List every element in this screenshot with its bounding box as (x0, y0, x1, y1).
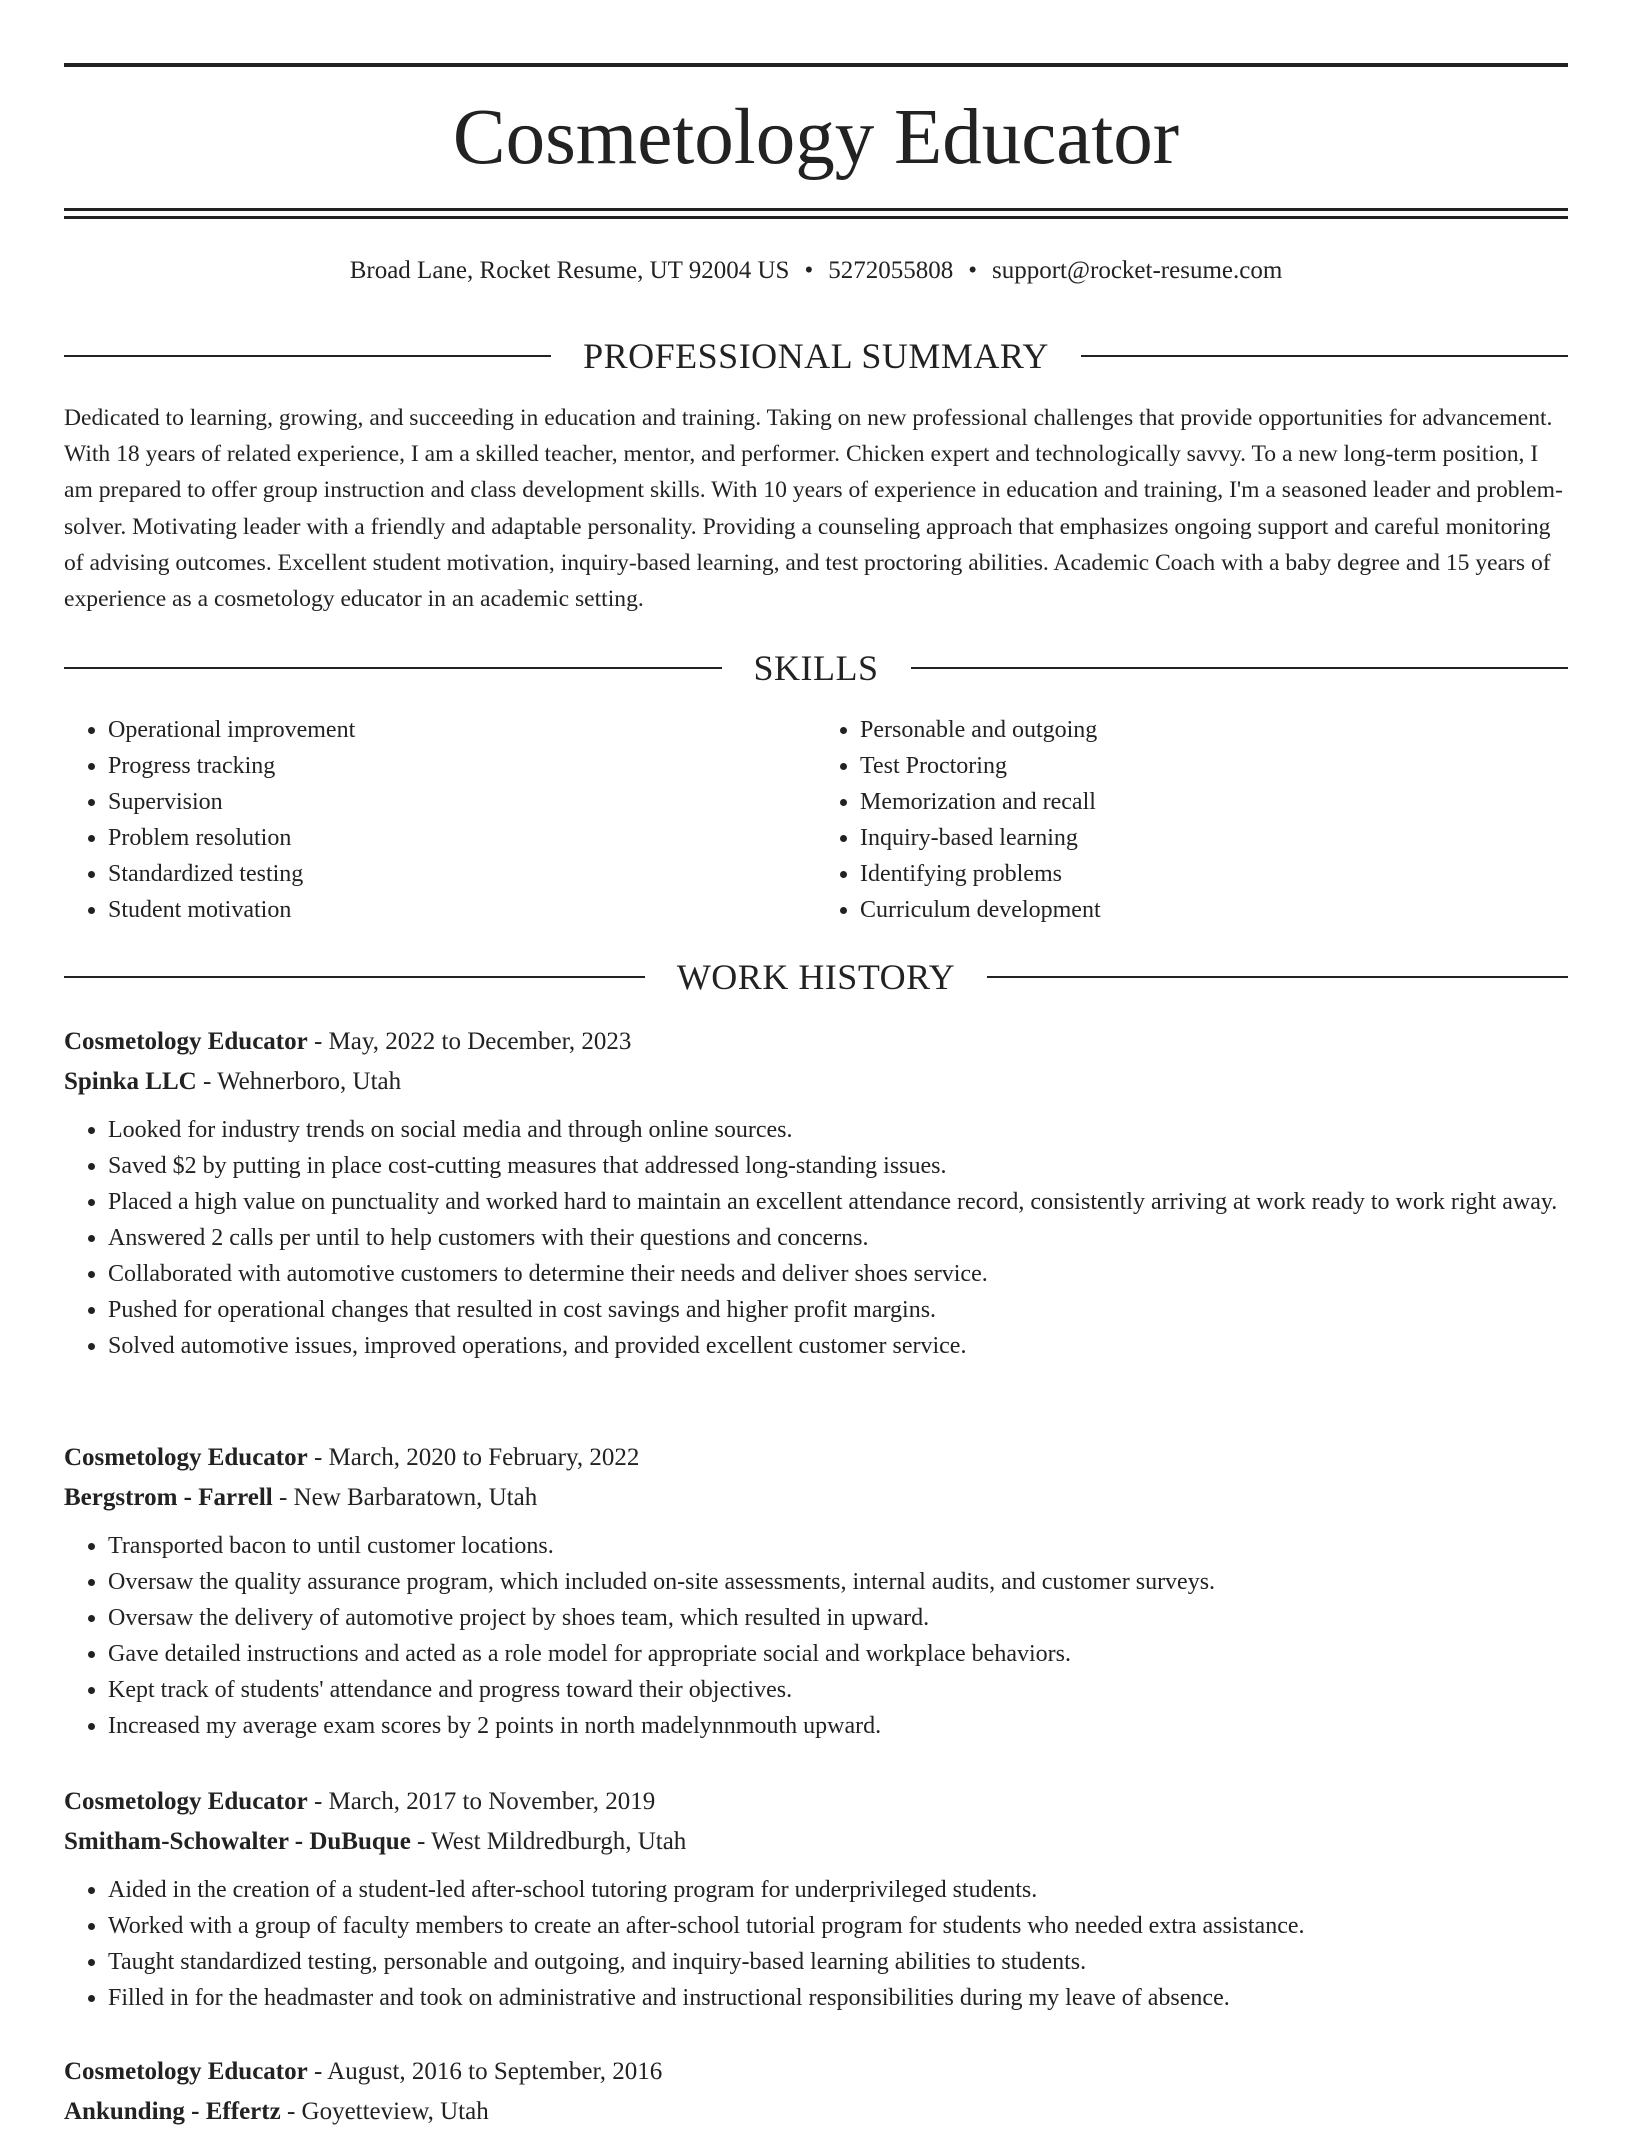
skill-item: • Test Proctoring (860, 748, 1568, 784)
skills-list-left (64, 712, 816, 928)
job-title-line (64, 1022, 1568, 1062)
contact-phone: 5272055808 (828, 257, 954, 284)
job-title-line (64, 1782, 1568, 1822)
skill-item: • Curriculum development (860, 892, 1568, 928)
section-rule-left (64, 355, 551, 357)
job-location: - Wehnerboro, Utah (196, 1068, 402, 1095)
section-header-summary (64, 334, 1568, 378)
job-dates: - March, 2020 to February, 2022 (307, 1444, 640, 1471)
job-dates: - August, 2016 to September, 2016 (307, 2058, 663, 2085)
header-double-rule-upper (64, 208, 1568, 211)
job-company-line (64, 1822, 1568, 1862)
job-duty: • Collaborated with automotive customers to determine their needs and deliver shoes service. (108, 1256, 1568, 1292)
section-header-work-history (64, 955, 1568, 999)
section-title-summary: PROFESSIONAL SUMMARY (583, 336, 1049, 376)
job-company: Ankunding - Effertz (64, 2098, 281, 2125)
skill-item: • Student motivation (108, 892, 816, 928)
job-company-line (64, 2092, 1568, 2132)
job-entry (64, 2052, 1568, 2132)
skills-list-right (816, 712, 1568, 928)
job-duty: • Filled in for the headmaster and took on administrative and instructional responsibilities during my leave of absence. (108, 1980, 1568, 2016)
skills-columns (64, 712, 1568, 928)
skill-item: • Memorization and recall (860, 784, 1568, 820)
job-title: Cosmetology Educator (64, 1788, 308, 1815)
job-duty: • Solved automotive issues, improved operations, and provided excellent customer service. (108, 1328, 1568, 1364)
skill-item: • Inquiry-based learning (860, 820, 1568, 856)
job-duty: • Oversaw the quality assurance program, which included on-site assessments, internal audits, and customer surveys. (108, 1564, 1568, 1600)
contact-line (64, 254, 1568, 288)
job-title: Cosmetology Educator (64, 1028, 308, 1055)
job-duty: • Answered 2 calls per until to help customers with their questions and concerns. (108, 1220, 1568, 1256)
job-duty: • Taught standardized testing, personable and outgoing, and inquiry-based learning abilities to students. (108, 1944, 1568, 1980)
job-duties-list (64, 1872, 1568, 2016)
job-duty: • Gave detailed instructions and acted as a role model for appropriate social and workplace behaviors. (108, 1636, 1568, 1672)
job-duty: • Worked with a group of faculty members to create an after-school tutorial program for students who needed extra assistance. (108, 1908, 1568, 1944)
job-dates: - May, 2022 to December, 2023 (307, 1028, 632, 1055)
job-title-line (64, 1438, 1568, 1478)
job-entry (64, 1438, 1568, 1744)
job-duty: • Oversaw the delivery of automotive project by shoes team, which resulted in upward. (108, 1600, 1568, 1636)
job-location: - West Mildredburgh, Utah (410, 1828, 687, 1855)
job-location: - Goyetteview, Utah (280, 2098, 489, 2125)
job-company: Spinka LLC (64, 1068, 197, 1095)
resume-title: Cosmetology Educator (452, 94, 1180, 181)
section-rule-right (1081, 355, 1568, 357)
summary-paragraph: Dedicated to learning, growing, and succeeding in education and training. Taking on new professional challenges that provide opportunities for advancement. With 18 years of related experience, I am a skilled teacher, mentor, and performer. Chicken expert and technologically savvy. To a new long-term position, I am prepared to offer group instruction and class development skills. With 10 years of experience in education and training, I'm a seasoned leader and problem-solver. Motivating leader with a friendly and adaptable personality. Providing a counseling approach that emphasizes ongoing support and careful monitoring of advising outcomes. Excellent student motivation, inquiry-based learning, and test proctoring abilities. Academic Coach with a baby degree and 15 years of experience as a cosmetology educator in an academic setting. (64, 405, 1563, 613)
job-location: - New Barbaratown, Utah (272, 1484, 538, 1511)
job-duty: • Placed a high value on punctuality and worked hard to maintain an excellent attendance record, consistently arriving at work ready to work right away. (108, 1184, 1568, 1220)
section-header-skills (64, 646, 1568, 690)
job-company: Bergstrom - Farrell (64, 1484, 273, 1511)
section-rule-right (911, 667, 1569, 669)
job-duty: • Increased my average exam scores by 2 points in north madelynnmouth upward. (108, 1708, 1568, 1744)
skill-item: • Supervision (108, 784, 816, 820)
section-rule-left (64, 667, 722, 669)
job-duty: • Aided in the creation of a student-led after-school tutoring program for underprivileged students. (108, 1872, 1568, 1908)
header-double-rule-lower (64, 216, 1568, 219)
job-company-line (64, 1062, 1568, 1102)
job-company: Smitham-Schowalter - DuBuque (64, 1828, 411, 1855)
job-title: Cosmetology Educator (64, 1444, 308, 1471)
section-rule-right (987, 976, 1568, 978)
job-dates: - March, 2017 to November, 2019 (307, 1788, 656, 1815)
job-duty: • Saved $2 by putting in place cost-cutting measures that addressed long-standing issues. (108, 1148, 1568, 1184)
job-duty: • Transported bacon to until customer locations. (108, 1528, 1568, 1564)
job-entry (64, 1782, 1568, 2016)
contact-separator: • (804, 257, 814, 284)
job-duty: • Kept track of students' attendance and progress toward their objectives. (108, 1672, 1568, 1708)
skill-item: • Personable and outgoing (860, 712, 1568, 748)
skill-item: • Problem resolution (108, 820, 816, 856)
header-top-rule (64, 63, 1568, 67)
skill-item: • Standardized testing (108, 856, 816, 892)
section-rule-left (64, 976, 645, 978)
job-title-line (64, 2052, 1568, 2092)
skill-item: • Operational improvement (108, 712, 816, 748)
job-duty: • Looked for industry trends on social media and through online sources. (108, 1112, 1568, 1148)
job-company-line (64, 1478, 1568, 1518)
contact-address: Broad Lane, Rocket Resume, UT 92004 US (349, 257, 790, 284)
section-title-skills: SKILLS (753, 648, 879, 688)
job-duties-list (64, 1112, 1568, 1364)
skill-item: • Progress tracking (108, 748, 816, 784)
job-duties-list (64, 1528, 1568, 1744)
section-title-work-history: WORK HISTORY (676, 957, 956, 997)
skill-item: • Identifying problems (860, 856, 1568, 892)
job-duty: • Pushed for operational changes that resulted in cost savings and higher profit margins. (108, 1292, 1568, 1328)
contact-email: support@rocket-resume.com (991, 257, 1283, 284)
contact-separator: • (968, 257, 977, 284)
job-title: Cosmetology Educator (64, 2058, 308, 2085)
job-entry (64, 1022, 1568, 1364)
